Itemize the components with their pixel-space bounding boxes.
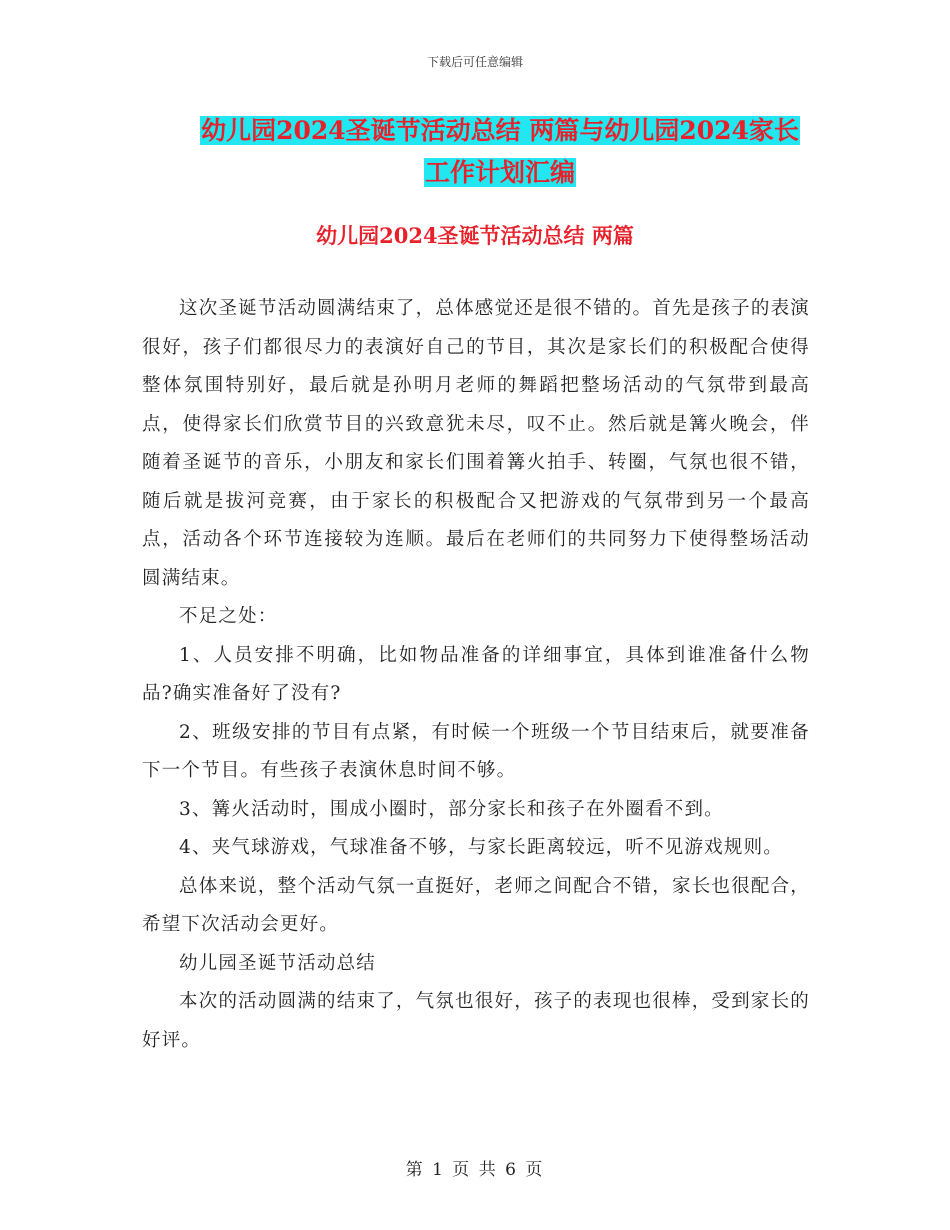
document-title-line-1: 幼儿园2024圣诞节活动总结 两篇与幼儿园2024家长 [201, 116, 799, 145]
paragraph: 本次的活动圆满的结束了，气氛也很好，孩子的表现也很棒，受到家长的好评。 [142, 991, 810, 1051]
document-title-line-2: 工作计划汇编 [424, 158, 575, 187]
paragraph: 总体来说，整个活动气氛一直挺好，老师之间配合不错，家长也很配合，希望下次活动会更好。 [142, 875, 810, 935]
header-note: 下载后可任意编辑 [426, 55, 523, 69]
paragraph: 幼儿园圣诞节活动总结 [179, 952, 377, 974]
paragraph: 4、夹气球游戏，气球准备不够，与家长距离较远，听不见游戏规则。 [179, 837, 783, 858]
document-title [140, 110, 860, 194]
paragraph: 1、人员安排不明确，比如物品准备的详细事宜，具体到谁准备什么物品?确实准备好了没有? [142, 644, 810, 704]
paragraph: 不足之处： [179, 606, 278, 627]
paragraph: 这次圣诞节活动圆满结束了，总体感觉还是很不错的。首先是孩子的表演很好，孩子们都很尽力的表演好自己的节目，其次是家长们的积极配合使得整体氛围特别好，最后就是孙明月老师的舞蹈把整场活动的气氛带到最高点，使得家长们欣赏节目的兴致意犹未尽，叹不止。然后就是篝火晚会，伴随着圣诞节的音乐，小朋友和家长们围着篝火拍手、转圈，气氛也很不错，随后就是拔河竞赛，由于家长的积极配合又把游戏的气氛带到另一个最高点，活动各个环节连接较为连顺。最后在老师们的共同努力下使得整场活动圆满结束。 [142, 298, 810, 589]
section-title: 幼儿园2024圣诞节活动总结 两篇 [316, 223, 634, 248]
body-text [142, 290, 810, 1060]
paragraph: 2、班级安排的节目有点紧，有时候一个班级一个节目结束后，就要准备下一个节目。有些孩子表演休息时间不够。 [142, 721, 810, 781]
page-footer: 第 1 页 共 6 页 [405, 1160, 545, 1180]
paragraph: 3、篝火活动时，围成小圈时，部分家长和孩子在外圈看不到。 [179, 798, 724, 820]
